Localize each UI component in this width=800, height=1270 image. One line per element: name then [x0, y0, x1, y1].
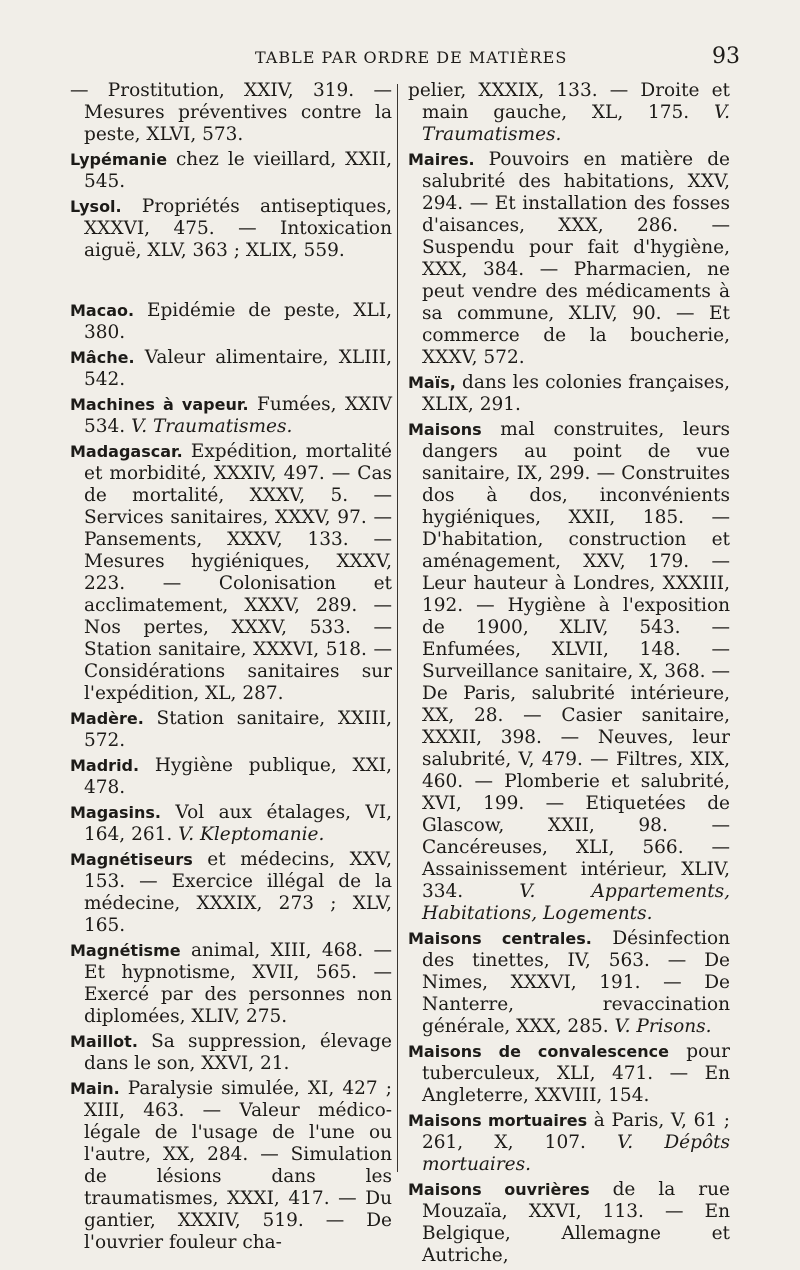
- page-header: [70, 44, 740, 74]
- index-entry: [70, 802, 392, 846]
- index-entry: [70, 755, 392, 799]
- index-entry: [70, 347, 392, 391]
- entry-text: à Paris, V, 61 ; 261, X, 107.: [422, 1110, 730, 1153]
- index-entry: [70, 149, 392, 193]
- entry-text: de la rue Mouzaïa, XXVI, 113. — En Belgique, Allemagne et Autriche,: [422, 1179, 730, 1266]
- entry-text: Vol aux étalages, VI, 164, 261.: [84, 802, 392, 845]
- index-entry: [408, 1179, 730, 1267]
- entry-text: animal, XIII, 468. — Et hypnotisme, XVII, 565. — Exercé par des personnes non diplomées, XLIV, 275.: [84, 940, 392, 1027]
- entry-keyword: Maisons ouvrières: [408, 1180, 590, 1199]
- entry-keyword: Magnétiseurs: [70, 850, 193, 869]
- entry-keyword: Main.: [70, 1079, 120, 1098]
- entry-keyword: Machines à vapeur.: [70, 395, 249, 414]
- entry-cross-reference: V. Traumatismes.: [422, 102, 730, 145]
- entry-keyword: Maisons mortuaires: [408, 1111, 588, 1130]
- entry-cross-reference: V. Kleptomanie.: [178, 824, 325, 845]
- index-entry: [70, 849, 392, 937]
- index-entry: [70, 300, 392, 344]
- entry-keyword: Madrid.: [70, 756, 140, 775]
- entry-text: Fumées, XXIV 534.: [84, 394, 392, 437]
- index-entry: [70, 1078, 392, 1254]
- index-entry: [408, 1041, 730, 1107]
- running-title: TABLE PAR ORDRE DE MATIÈRES: [255, 48, 568, 67]
- index-entry: [70, 1031, 392, 1075]
- entry-text: Paralysie simulée, XI, 427 ; XIII, 463. — Valeur médico-légale de l'usage de l'une ou l'autre, XX, 284. — Simulation de lésions dans les traumatismes, XXXI, 417. — Du gantier, XXXIV, 519. — De l'ouvrier fouleur cha-: [84, 1078, 392, 1253]
- entry-cross-reference: V. Dépôts mortuaires.: [422, 1132, 731, 1175]
- entry-text: Désinfection des tinettes, IV, 563. — De Nimes, XXXVI, 191. — De Nanterre, revaccination générale, XXX, 285.: [422, 928, 730, 1037]
- index-entry: [70, 441, 392, 705]
- entry-keyword: Maisons centrales.: [408, 929, 592, 948]
- entry-text: Sa suppression, élevage dans le son, XXVI, 21.: [84, 1031, 392, 1074]
- index-entry: [408, 80, 730, 146]
- entry-keyword: Maïs,: [408, 373, 456, 392]
- entry-cross-reference: V. Prisons.: [614, 1016, 712, 1037]
- entry-text: Expédition, mortalité et morbidité, XXXIV, 497. — Cas de mortalité, XXXV, 5. — Services sanitaires, XXXV, 97. — Pansements, XXXV, 133. — Mesures hygiéniques, XXXV, 223. — Colonisation et acclimatement, XXXV, 289. — Nos pertes, XXXV, 533. — Station sanitaire, XXXVI, 518. — Considérations sanitaires sur l'expédition, XL, 287.: [84, 441, 392, 704]
- entry-text: pelier, XXXIX, 133. — Droite et main gauche, XL, 175.: [408, 80, 730, 123]
- entry-keyword: Magasins.: [70, 803, 161, 822]
- entry-keyword: Mâche.: [70, 348, 135, 367]
- entry-text: Valeur alimentaire, XLIII, 542.: [84, 347, 392, 390]
- entry-text: pour tuberculeux, XLI, 471. — En Angleterre, XXVIII, 154.: [422, 1041, 730, 1106]
- index-entry: [408, 372, 730, 416]
- index-entry: [408, 419, 730, 925]
- entry-text: — Prostitution, XXIV, 319. — Mesures préventives contre la peste, XLVI, 573.: [70, 80, 392, 145]
- index-entry: [70, 80, 392, 146]
- index-entry: [70, 394, 392, 438]
- entry-cross-reference: V. Traumatismes.: [131, 416, 293, 437]
- entry-text: chez le vieillard, XXII, 545.: [84, 149, 392, 192]
- index-entry: [70, 940, 392, 1028]
- entry-text: dans les colonies françaises, XLIX, 291.: [422, 372, 730, 415]
- entry-text: Pouvoirs en matière de salubrité des habitations, XXV, 294. — Et installation des fosses d'aisances, XXX, 286. — Suspendu pour fait d'hygiène, XXX, 384. — Pharmacien, ne peut vendre des médicaments à sa commune, XLIV, 90. — Et commerce de la boucherie, XXXV, 572.: [422, 149, 730, 368]
- index-entry: [408, 149, 730, 369]
- entry-text: mal construites, leurs dangers au point de vue sanitaire, IX, 299. — Construites dos à dos, inconvénients hygiéniques, XXII, 185. — D'habitation, construction et aménagement, XXV, 179. — Leur hauteur à Londres, XXXIII, 192. — Hygiène à l'exposition de 1900, XLIV, 543. — Enfumées, XLVII, 148. — Surveillance sanitaire, X, 368. — De Paris, salubrité intérieure, XX, 28. — Casier sanitaire, XXXII, 398. — Neuves, leur salubrité, V, 479. — Filtres, XIX, 460. — Plomberie et salubrité, XVI, 199. — Etiquetées de Glascow, XXII, 98. — Cancéreuses, XLI, 566. — Assainissement intérieur, XLIV, 334.: [422, 419, 730, 902]
- entry-text: Propriétés antiseptiques, XXXVI, 475. — Intoxication aiguë, XLV, 363 ; XLIX, 559.: [84, 196, 392, 261]
- entry-keyword: Lysol.: [70, 197, 122, 216]
- entry-text: Station sanitaire, XXIII, 572.: [84, 708, 392, 751]
- page-number: 93: [712, 44, 740, 69]
- entry-keyword: Maisons de convalescence: [408, 1042, 669, 1061]
- entry-keyword: Maires.: [408, 150, 475, 169]
- entry-keyword: Maillot.: [70, 1032, 138, 1051]
- entry-keyword: Lypémanie: [70, 150, 168, 169]
- entry-keyword: Madère.: [70, 709, 144, 728]
- column-divider: [397, 84, 398, 1172]
- entry-keyword: Macao.: [70, 301, 135, 320]
- index-entry: [70, 708, 392, 752]
- entry-text: Epidémie de peste, XLI, 380.: [84, 300, 392, 343]
- right-column: [408, 80, 730, 1270]
- entry-text: et médecins, XXV, 153. — Exercice illégal de la médecine, XXXIX, 273 ; XLV, 165.: [84, 849, 392, 936]
- entry-keyword: Magnétisme: [70, 941, 181, 960]
- entry-text: Hygiène publique, XXI, 478.: [84, 755, 392, 798]
- entry-keyword: Maisons: [408, 420, 482, 439]
- index-entry: [408, 1110, 730, 1176]
- entry-cross-reference: V. Appartements, Habitations, Logements.: [422, 881, 731, 924]
- index-entry: [70, 196, 392, 262]
- entry-keyword: Madagascar.: [70, 442, 183, 461]
- index-entry: [408, 928, 730, 1038]
- left-column: [70, 80, 392, 1257]
